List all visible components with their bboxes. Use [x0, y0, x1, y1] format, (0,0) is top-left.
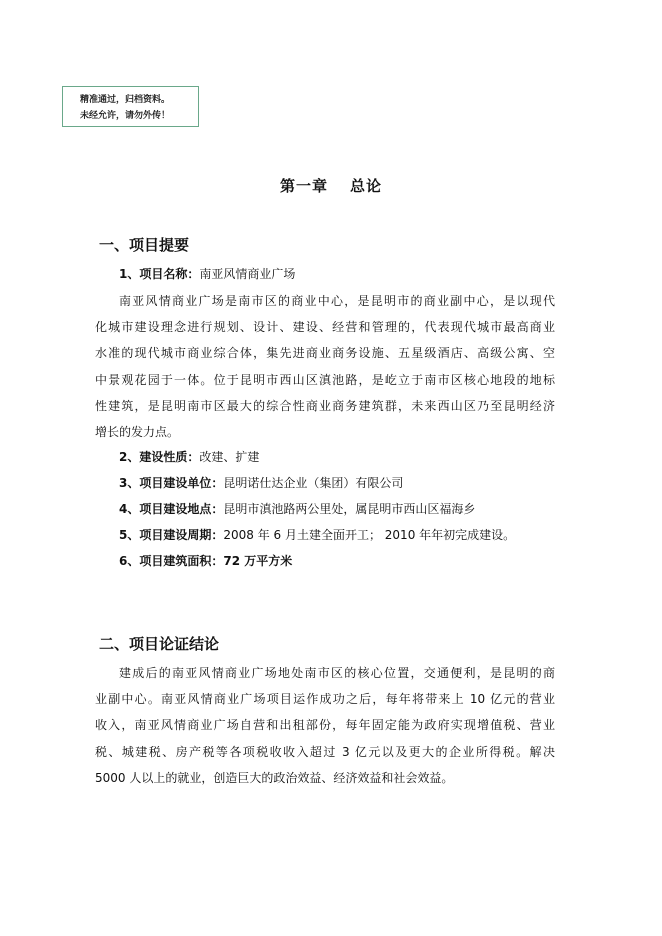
item-label: 4、项目建设地点： [119, 502, 224, 516]
chapter-title [0, 175, 662, 196]
item-building-area [119, 553, 292, 569]
paragraph-line: 税、城建税、房产税等各项税收收入超过 3 亿元以及更大的企业所得税。解决 [95, 744, 555, 759]
chapter-number: 第一章 [279, 177, 328, 195]
item-label: 6、项目建筑面积： [119, 554, 224, 568]
chapter-name: 总论 [350, 177, 383, 195]
item-label: 2、建设性质： [119, 450, 200, 464]
paragraph-line: 增长的发力点。 [95, 425, 180, 440]
section-heading-project-summary: 一、项目提要 [99, 236, 190, 254]
confidential-notice-box [62, 86, 199, 127]
paragraph-line: 水准的现代城市商业综合体，集先进商业商务设施、五星级酒店、高级公寓、空 [95, 346, 555, 361]
project-description-paragraph [95, 288, 555, 445]
paragraph-line: 南亚风情商业广场是南市区的商业中心，是昆明市的商业副中心，是以现代 [119, 294, 555, 308]
paragraph-line: 5000 人以上的就业，创造巨大的政治效益、经济效益和社会效益。 [95, 770, 454, 785]
item-value: 改建、扩建 [199, 450, 260, 464]
item-construction-period [119, 527, 515, 543]
item-project-name [119, 266, 295, 282]
notice-line-1: 精准通过，归档资料。 [80, 95, 171, 105]
paragraph-line: 性建筑，是昆明南市区最大的综合性商业商务建筑群，未来西山区乃至昆明经济 [95, 398, 555, 413]
item-value: 2008 年 6 月土建全面开工； 2010 年年初完成建设。 [223, 528, 516, 542]
item-value: 南亚风情商业广场 [199, 267, 296, 281]
paragraph-line: 业副中心。南亚风情商业广场项目运作成功之后，每年将带来上 10 亿元的营业 [95, 692, 555, 707]
paragraph-line: 中景观花园于一体。位于昆明市西山区滇池路，是屹立于南市区核心地段的地标 [95, 372, 555, 387]
paragraph-line: 收入，南亚风情商业广场自营和出租部份，每年固定能为政府实现增值税、营业 [95, 718, 555, 733]
item-label: 3、项目建设单位： [119, 476, 224, 490]
item-construction-unit [119, 475, 403, 491]
item-value: 昆明诺仕达企业（集团）有限公司 [223, 476, 404, 490]
section-heading-project-conclusion: 二、项目论证结论 [99, 635, 220, 653]
conclusion-paragraph [95, 660, 555, 791]
item-label: 5、项目建设周期： [119, 528, 224, 542]
item-construction-type [119, 449, 259, 465]
notice-line-2: 未经允许，请勿外传！ [80, 111, 171, 121]
item-construction-location [119, 501, 475, 517]
item-label: 1、项目名称： [119, 267, 200, 281]
paragraph-line: 化城市建设理念进行规划、设计、建设、经营和管理的，代表现代城市最高商业 [95, 320, 555, 335]
item-value: 72 万平方米 [223, 554, 293, 568]
item-value: 昆明市滇池路两公里处，属昆明市西山区福海乡 [223, 502, 476, 516]
paragraph-line: 建成后的南亚风情商业广场地处南市区的核心位置，交通便利，是昆明的商 [119, 666, 555, 680]
